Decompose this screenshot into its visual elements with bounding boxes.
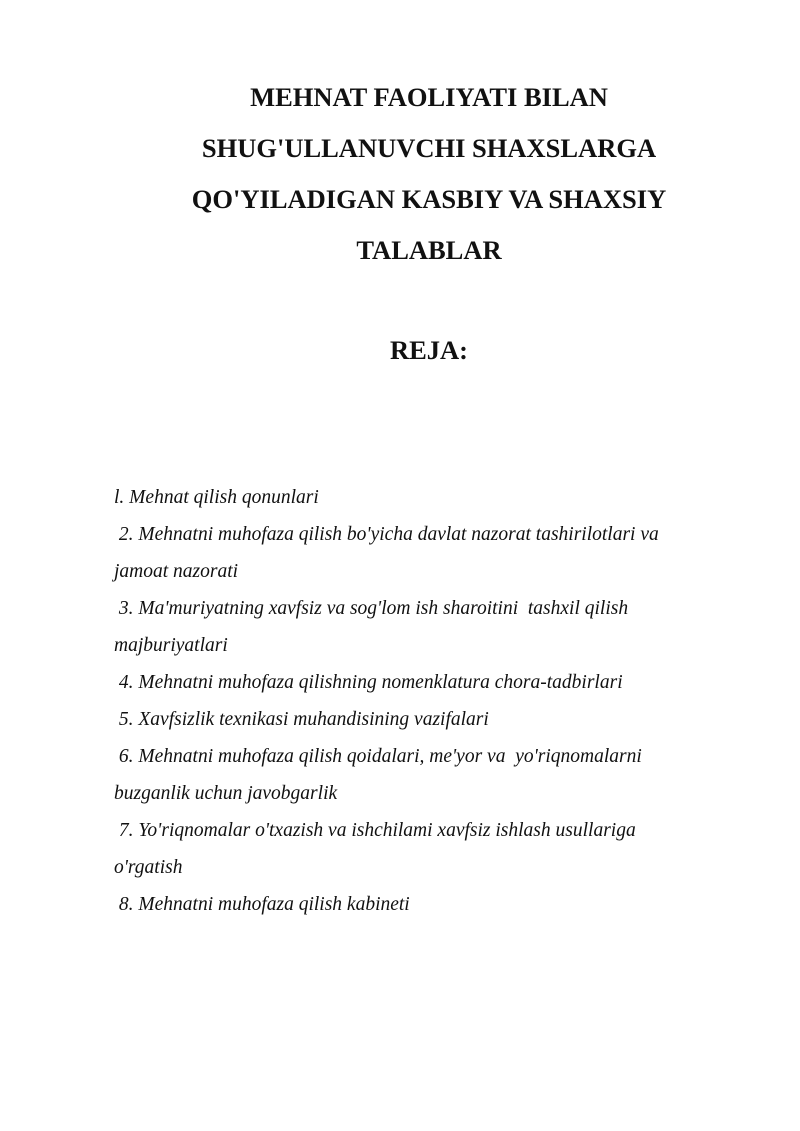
plan-item-continuation: buzganlik uchun javobgarlik (114, 783, 338, 804)
plan-item: l. Mehnat qilish qonunlari (114, 487, 319, 508)
plan-heading: REJA: (389, 335, 469, 365)
title-line: SHUG'ULLANUVCHI SHAXSLARGA (201, 133, 657, 163)
document-title (100, 72, 758, 276)
plan-list (114, 479, 754, 923)
plan-item: 7. Yo'riqnomalar o'txazish va ishchilami xavfsiz ishlash usullariga (114, 820, 636, 841)
plan-item: 5. Xavfsizlik texnikasi muhandisining vazifalari (114, 709, 489, 730)
title-line: MEHNAT FAOLIYATI BILAN (250, 82, 608, 112)
plan-item-continuation: o'rgatish (114, 857, 183, 878)
plan-item: 8. Mehnatni muhofaza qilish kabineti (114, 894, 410, 915)
title-line: TALABLAR (356, 235, 502, 265)
plan-item-continuation: majburiyatlari (114, 635, 228, 656)
title-line: QO'YILADIGAN KASBIY VA SHAXSIY (191, 184, 667, 214)
plan-item: 2. Mehnatni muhofaza qilish bo'yicha davlat nazorat tashirilotlari va (114, 524, 659, 545)
plan-item: 4. Mehnatni muhofaza qilishning nomenklatura chora-tadbirlari (114, 672, 623, 693)
plan-item: 3. Ma'muriyatning xavfsiz va sog'lom ish sharoitini tashxil qilish (114, 598, 629, 619)
plan-item: 6. Mehnatni muhofaza qilish qoidalari, me'yor va yo'riqnomalarni (114, 746, 642, 767)
plan-item-continuation: jamoat nazorati (114, 561, 239, 582)
